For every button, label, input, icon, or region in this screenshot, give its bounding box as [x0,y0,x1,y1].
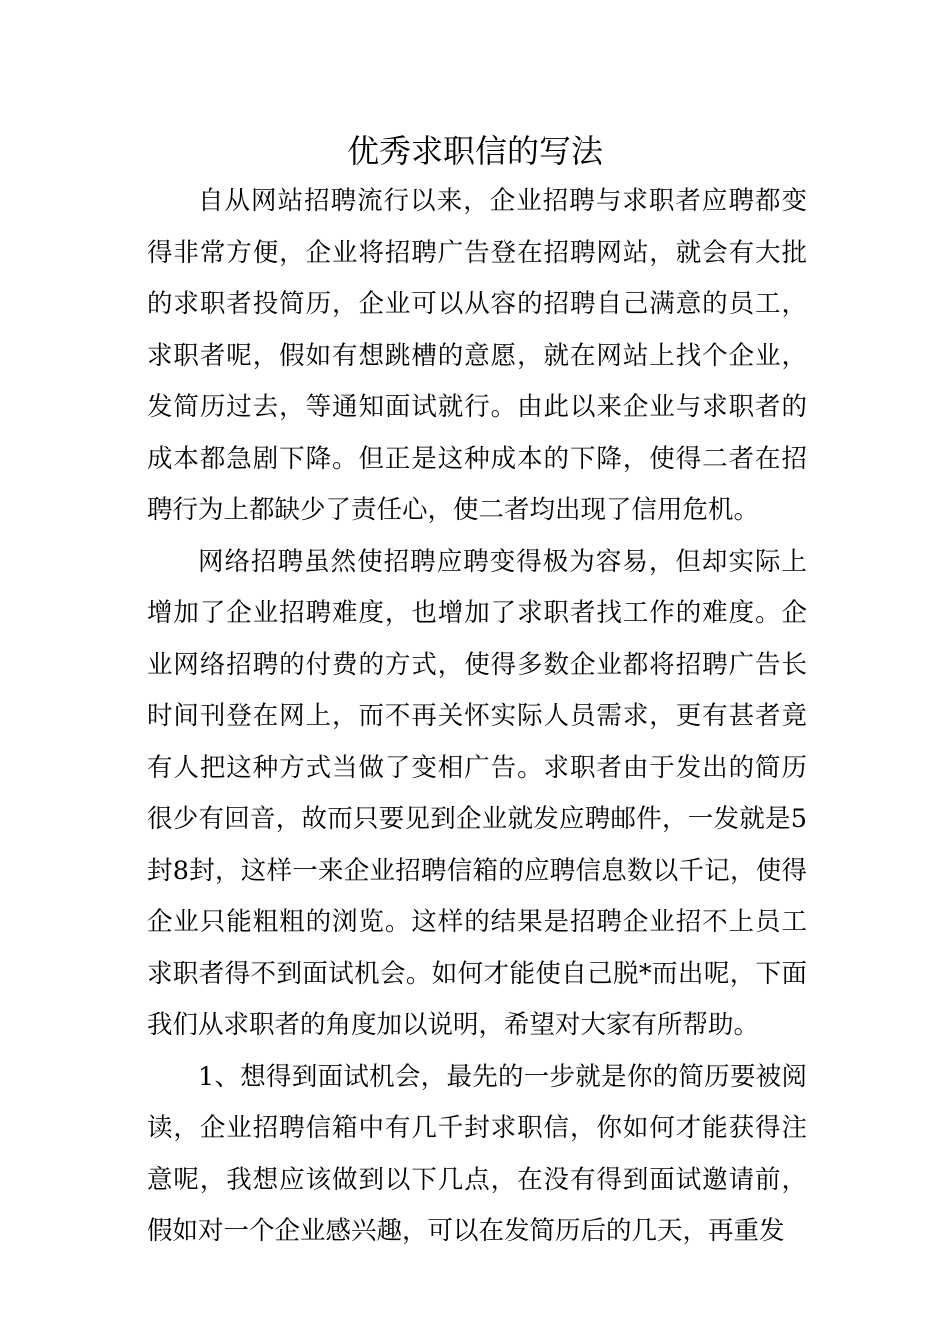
document-body [147,176,807,1258]
paragraph-3: 1、想得到面试机会，最先的一步就是你的简历要被阅读，企业招聘信箱中有几千封求职信，你如何才能获得注意呢，我想应该做到以下几点，在没有得到面试邀请前，假如对一个企业感兴趣，可以在发简历后的几天，再重发 [147,1061,807,1246]
document-title: 优秀求职信的写法 [346,132,603,170]
paragraph-2: 网络招聘虽然使招聘应聘变得极为容易，但却实际上增加了企业招聘难度，也增加了求职者找工作的难度。企业网络招聘的付费的方式，使得多数企业都将招聘广告长时间刊登在网上，而不再关怀实际人员需求，更有甚者竟有人把这种方式当做了变相广告。求职者由于发出的简历很少有回音，故而只要见到企业就发应聘邮件，一发就是5封8封，这样一来企业招聘信箱的应聘信息数以千记，使得企业只能粗粗的浏览。这样的结果是招聘企业招不上员工求职者得不到面试机会。如何才能使自己脱*而出呢，下面我们从求职者的角度加以说明，希望对大家有所帮助。 [147,546,807,1040]
paragraph-1: 自从网站招聘流行以来，企业招聘与求职者应聘都变得非常方便，企业将招聘广告登在招聘网站，就会有大批的求职者投简历，企业可以从容的招聘自己满意的员工，求职者呢，假如有想跳槽的意愿，就在网站上找个企业，发简历过去，等通知面试就行。由此以来企业与求职者的成本都急剧下降。但正是这种成本的下降，使得二者在招聘行为上都缺少了责任心，使二者均出现了信用危机。 [147,186,807,525]
